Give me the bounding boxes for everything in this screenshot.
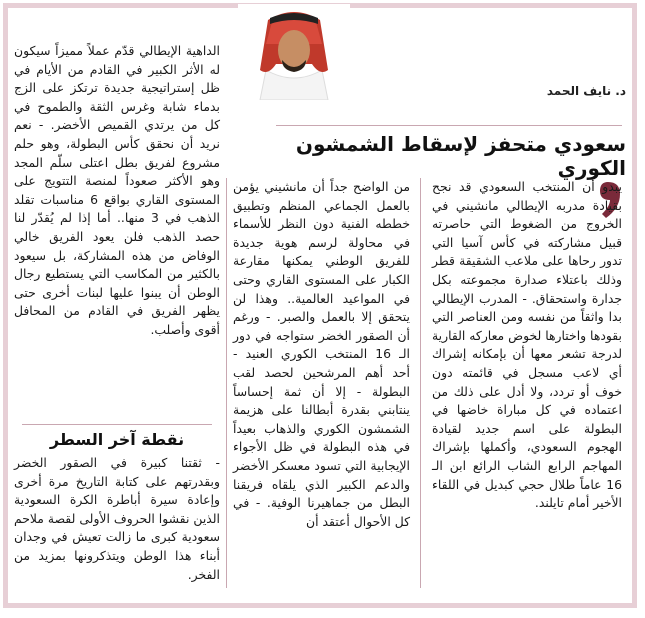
article-headline: سعودي متحفز لإسقاط الشمشون الكوري [295, 132, 626, 180]
side-text: - ثقتنا كبيرة في الصقور الخضر وبقدرتهم على كتابة التاريخ مرة أخرى وإعادة سيرة أباطرة الكرة السعودية الذين نقشوا الحروف الأولى لقصة ملاحم سعودية كبرى ما زالت تعيش في وجدان أبناء هذا الوطن ويتذكرونها بمزيد من الفخر. [14, 455, 220, 582]
column-right-text: يبدو أن المنتخب السعودي قد نجح بقيادة مدربه الإيطالي مانشيني في الخروج من الضغوط التي حاصرته قبيل مشاركته في كأس آسيا التي تدور رحاها على ملاعب الشقيقة قطر وذلك باعتلاء صدارة مجموعته بكل جدارة واستحقاق. - المدرب الإيطالي بدا واثقاً من نفسه ومن العناصر التي بقودها واختارها لخوض معاركه القارية لدرجة تشعر معها أن بإمكانه إشراك أي لاعب مسجل في قائمته دون خوف أو تردد، ولا أدل على ذلك من اعتماده في كل مباراة خاضها في البطولة على اسم جديد لقيادة الهجوم السعودي، وأكملها بإشراك المهاجم الرابع الشاب الرائع ابن الـ 16 عاماً طلال حجي كبديل في اللقاء الأخير أمام تايلند. [432, 179, 622, 511]
column-divider-horizontal [22, 424, 212, 425]
article-column-right [432, 178, 622, 513]
headline-rule [276, 125, 622, 126]
author-photo [238, 4, 350, 100]
side-text-column [14, 454, 220, 584]
side-title: نقطة آخر السطر [49, 430, 185, 449]
article-column-middle [233, 178, 410, 531]
article-column-left [14, 42, 220, 340]
column-divider [420, 178, 421, 588]
column-middle-text: من الواضح جداً أن مانشيني يؤمن بالعمل الجماعي المنظم وتطبيق خططه الفنية دون النظر للأسماء في محاولة لرسم هوية جديدة للفريق الوطني يمكنها مقارعة الكبار على المستوى القاري وحتى في المواعيد العالمية.. وهذا لن يتحقق إلا بالعمل والصبر. - ورغم أن الصقور الخضر ستواجه في دور الـ 16 المنتخب الكوري العنيد - أحد أهم المرشحين لحصد لقب البطولة - إلا أن ثمة إحساساً ينتابني بقدرة أبطالنا على هزيمة الشمشون الكوري والذهاب بعيداً في هذه البطولة في ظل الأجواء الإيجابية التي تسود معسكر الأخضر والدعم الكبير الذي يلقاه فريقنا البطل من جماهيرنا الوفية. - في كل الأحوال أعتقد أن [233, 179, 410, 529]
column-left-text: الداهية الإيطالي قدّم عملاً مميزاً سيكون له الأثر الكبير في القادم من الأيام في ظل إستراتيجية جديدة ترتكز على الزج بدماء شابة وغرس الثقة والطموح في كل من يرتدي القميص الأخضر. - نعم نريد أن نحقق كأس البطولة، وهو حلم مشروع لفريق بطل اعتلى سلّم المجد وهو الأكثر صعوداً لمنصة التتويج على المستوى القاري بواقع 6 مناسبات تقلد الذهب في 3 منها.. أما إذا لم يُقدّر لنا حصد الذهب فلن يعود الفريق خالي الوفاض من هذه المشاركة، بل سيعود بالكثير من المكاسب التي يستطيع رجال الوطن أن يبنوا عليها لبنات أخرى حتى يظهر الفريق في القادم من المحافل أقوى وأصلب. [14, 43, 221, 337]
author-byline: د. نايف الحمد [546, 84, 626, 98]
column-divider [226, 178, 227, 588]
